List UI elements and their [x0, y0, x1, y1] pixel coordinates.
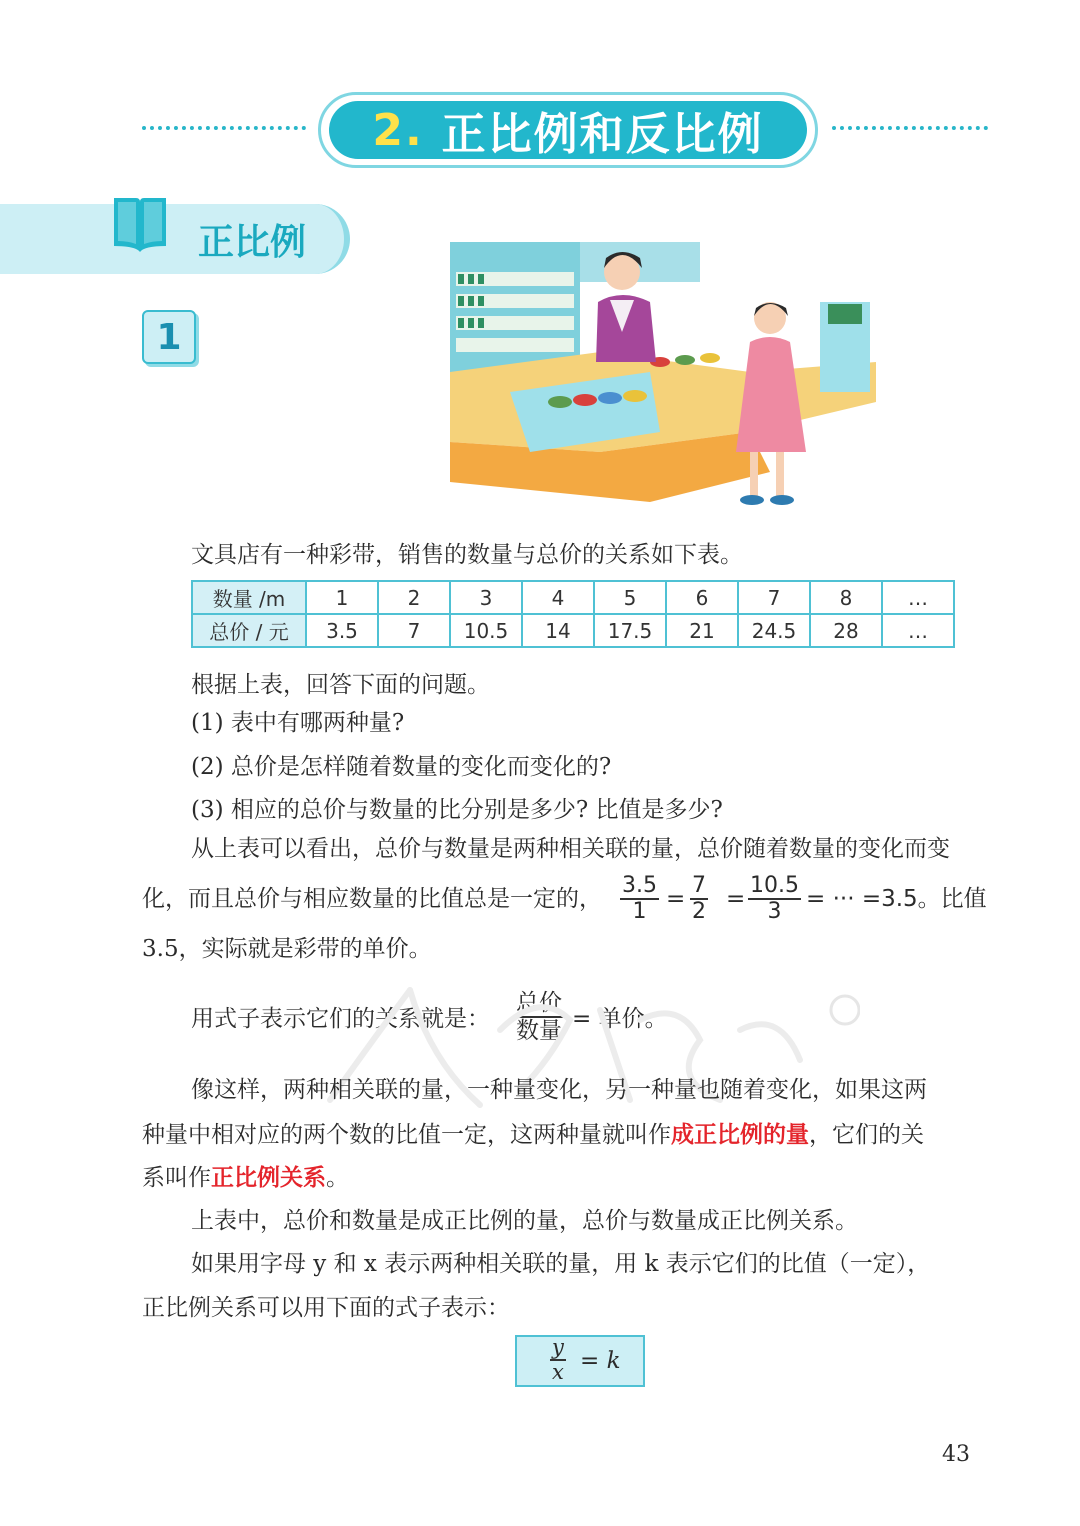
analysis-line-2: 化，而且总价与相应数量的比值总是一定的， — [142, 886, 602, 912]
analysis-line-2-tail: = ··· =3.5。比值 — [806, 886, 987, 912]
page-number: 43 — [942, 1442, 970, 1467]
fraction-numerator: 10.5 — [750, 873, 799, 898]
relation-tail: = 单价。 — [572, 1006, 668, 1032]
fraction-denominator: 2 — [692, 899, 706, 924]
fraction-denominator: 1 — [632, 899, 647, 924]
chapter-title-banner — [318, 92, 818, 168]
definition-text: 系叫作 — [142, 1165, 211, 1191]
fraction-numerator: 总价 — [516, 990, 562, 1016]
formula-tail: = k — [580, 1348, 621, 1374]
row-label-total: 总价 / 元 — [192, 614, 306, 647]
table-cell: … — [882, 614, 954, 647]
table-cell: 17.5 — [594, 614, 666, 647]
definition-line-1: 像这样，两种相关联的量，一种量变化，另一种量也随着变化，如果这两 — [191, 1077, 927, 1103]
definition-line-2 — [142, 1123, 924, 1147]
intro-text: 文具店有一种彩带，销售的数量与总价的关系如下表。 — [191, 542, 743, 568]
analysis-line-3: 3.5，实际就是彩带的单价。 — [142, 936, 432, 962]
questions-lead: 根据上表，回答下面的问题。 — [191, 672, 490, 698]
table-cell: 14 — [522, 614, 594, 647]
formula-fraction — [550, 1336, 566, 1384]
table-cell: 7 — [738, 581, 810, 614]
table-cell: 8 — [810, 581, 882, 614]
table-cell: 24.5 — [738, 614, 810, 647]
definition-text: 。 — [326, 1165, 349, 1191]
fraction-1 — [620, 874, 659, 924]
row-label-quantity: 数量 /m — [192, 581, 306, 614]
definition-line-3 — [142, 1166, 349, 1190]
definition-text: 种量中相对应的两个数的比值一定，这两种量就叫作 — [142, 1122, 671, 1148]
book-icon — [110, 194, 170, 256]
chapter-number: 2. — [372, 104, 424, 156]
definition-text: ，它们的关 — [809, 1122, 924, 1148]
fraction-denominator: x — [552, 1360, 564, 1384]
table-cell: 5 — [594, 581, 666, 614]
fraction-numerator: y — [552, 1335, 564, 1359]
summary-text: 上表中，总价和数量是成正比例的量，总价与数量成正比例关系。 — [191, 1208, 858, 1234]
term-proportional-quantities: 成正比例的量 — [671, 1121, 809, 1148]
relation-lead: 用式子表示它们的关系就是： — [191, 1006, 490, 1032]
equals-sign: = — [666, 886, 686, 912]
fraction-numerator: 7 — [692, 873, 706, 898]
table-row — [192, 581, 954, 614]
table-cell: 3.5 — [306, 614, 378, 647]
fraction-3 — [748, 874, 801, 924]
question-3: (3) 相应的总价与数量的比分别是多少? 比值是多少? — [191, 797, 723, 823]
table-cell: 10.5 — [450, 614, 522, 647]
fraction-numerator: 3.5 — [622, 873, 657, 898]
table-cell: 3 — [450, 581, 522, 614]
equals-sign: = — [726, 886, 746, 912]
fraction-denominator: 3 — [767, 899, 782, 924]
question-1: (1) 表中有哪两种量? — [191, 710, 405, 736]
table-cell: 2 — [378, 581, 450, 614]
table-cell: … — [882, 581, 954, 614]
title-dots-left — [142, 126, 306, 130]
letters-line-2: 正比例关系可以用下面的式子表示： — [142, 1295, 510, 1321]
table-row — [192, 614, 954, 647]
table-cell: 28 — [810, 614, 882, 647]
shop-illustration — [450, 242, 876, 514]
analysis-line-1: 从上表可以看出，总价与数量是两种相关联的量，总价随着数量的变化而变 — [191, 836, 950, 862]
example-number: 1 — [142, 310, 196, 364]
fraction-2 — [690, 874, 708, 924]
table-cell: 21 — [666, 614, 738, 647]
question-2: (2) 总价是怎样随着数量的变化而变化的? — [191, 754, 612, 780]
chapter-title: 正比例和反比例 — [441, 109, 764, 160]
table-cell: 7 — [378, 614, 450, 647]
table-cell: 4 — [522, 581, 594, 614]
letters-line-1: 如果用字母 y 和 x 表示两种相关联的量，用 k 表示它们的比值（一定）， — [191, 1251, 931, 1277]
table-cell: 1 — [306, 581, 378, 614]
price-table — [191, 580, 955, 648]
section-label: 正比例 — [198, 222, 307, 263]
title-dots-right — [832, 126, 988, 130]
term-proportional-relation: 正比例关系 — [211, 1164, 326, 1191]
fraction-denominator: 数量 — [516, 1018, 562, 1044]
table-cell: 6 — [666, 581, 738, 614]
